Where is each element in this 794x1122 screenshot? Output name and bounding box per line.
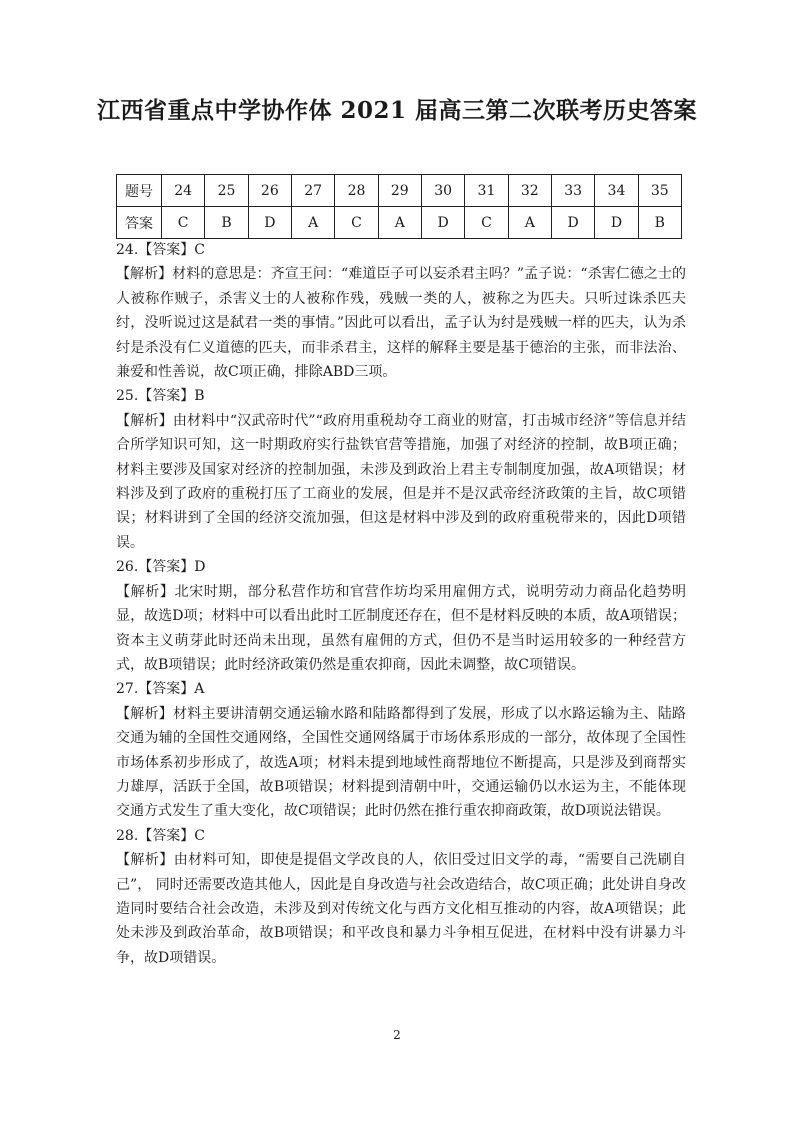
row-label-answer: 答案 — [117, 207, 162, 239]
question-number-cell: 31 — [465, 175, 508, 207]
answer-cell: C — [162, 207, 205, 239]
answer-row — [117, 207, 682, 239]
answer-cell: D — [551, 207, 594, 239]
question-number-cell: 28 — [335, 175, 378, 207]
answer-cell: C — [335, 207, 378, 239]
answer-cell: A — [508, 207, 551, 239]
answer-cell: A — [378, 207, 421, 239]
answer-heading: 24.【答案】C — [116, 242, 205, 258]
answer-cell: B — [205, 207, 248, 239]
analysis-text: 【解析】由材料可知，即使是提倡文学改良的人，依旧受过旧文学的毒，“需要自己洗刷自己”， 同时还需要改造其他人，因此是自身改造与社会改造结合，故C项正确；此处讲自身改造同时要结合社会改造，未涉及到对传统文化与西方文化相互推动的内容，故A项错误；此处未涉及到政治革命，故B项错误；和平改良和暴力斗争相互促进，在材料中没有讲暴力斗争，故D项错误。 — [116, 852, 686, 966]
question-number-cell: 34 — [595, 175, 638, 207]
explanations — [116, 238, 686, 970]
analysis-text: 【解析】材料的意思是：齐宣王问：“难道臣子可以妄杀君主吗？”孟子说：“杀害仁德之士的人被称作贼子，杀害义士的人被称作残，残贼一类的人，被称之为匹夫。只听过诛杀匹夫纣，没听说过这是弑君一类的事情。”因此可以看出，孟子认为纣是残贼一样的匹夫，认为杀纣是杀没有仁义道德的匹夫，而非杀君主，这样的解释主要是基于德治的主张，而非法治、兼爱和性善说，故C项正确，排除ABD三项。 — [116, 266, 686, 381]
answer-heading: 26.【答案】D — [116, 559, 206, 576]
question-number-cell: 32 — [508, 175, 551, 207]
answer-cell: B — [638, 207, 681, 239]
answer-cell: D — [248, 207, 291, 239]
answer-heading: 28.【答案】C — [116, 827, 205, 844]
analysis-text: 【解析】材料主要讲清朝交通运输水路和陆路都得到了发展，形成了以水路运输为主、陆路交通为辅的全国性交通网络，全国性交通网络属于市场体系形成的一部分，故体现了全国性市场体系初步形成了，故选A项；材料未提到地域性商帮地位不断提高，只是涉及到商帮实力雄厚，活跃于全国，故B项错误；材料提到清朝中叶，交通运输仍以水运为主，不能体现交通方式发生了重大变化，故C项错误；此时仍然在推行重农抑商政策，故D项说法错误。 — [116, 705, 686, 820]
question-number-row — [117, 175, 682, 207]
question-number-cell: 35 — [638, 175, 681, 207]
answer-section — [116, 384, 686, 555]
answer-table — [116, 174, 682, 239]
question-number-cell: 24 — [162, 175, 205, 207]
answer-section — [116, 677, 686, 823]
answer-section — [116, 555, 686, 677]
answer-section — [116, 238, 686, 384]
analysis-text: 【解析】由材料中“汉武帝时代”“政府用重税劫夺工商业的财富，打击城市经济”等信息并结合所学知识可知，这一时期政府实行盐铁官营等措施，加强了对经济的控制，故B项正确；材料主要涉及国家对经济的控制加强，未涉及到政治上君主专制制度加强，故A项错误；材料涉及到了政府的重税打压了工商业的发展，但是并不是汉武帝经济政策的主旨，故C项错误；材料讲到了全国的经济交流加强，但这是材料中涉及到的政府重税带来的，因此D项错误。 — [116, 412, 686, 551]
question-number-cell: 26 — [248, 175, 291, 207]
answer-cell: A — [291, 207, 334, 239]
page-number: 2 — [393, 1028, 401, 1042]
answer-heading: 25.【答案】B — [116, 388, 205, 405]
question-number-cell: 33 — [551, 175, 594, 207]
question-number-cell: 29 — [378, 175, 421, 207]
question-number-cell: 30 — [421, 175, 464, 207]
answer-cell: C — [465, 207, 508, 239]
question-number-cell: 25 — [205, 175, 248, 207]
answer-cell: D — [595, 207, 638, 239]
answer-section — [116, 824, 686, 970]
answer-heading: 27.【答案】A — [116, 681, 205, 698]
document-title: 江西省重点中学协作体 2021 届高三第二次联考历史答案 — [96, 97, 698, 124]
answer-cell: D — [421, 207, 464, 239]
row-label-question-number: 题号 — [117, 175, 162, 207]
question-number-cell: 27 — [291, 175, 334, 207]
analysis-text: 【解析】北宋时期，部分私营作坊和官营作坊均采用雇佣方式，说明劳动力商品化趋势明显，故选D项；材料中可以看出此时工匠制度还存在，但不是材料反映的本质，故A项错误；资本主义萌芽此时还尚未出现，虽然有雇佣的方式，但仍不是当时运用较多的一种经营方式，故B项错误；此时经济政策仍然是重农抑商，因此未调整，故C项错误。 — [116, 583, 686, 673]
